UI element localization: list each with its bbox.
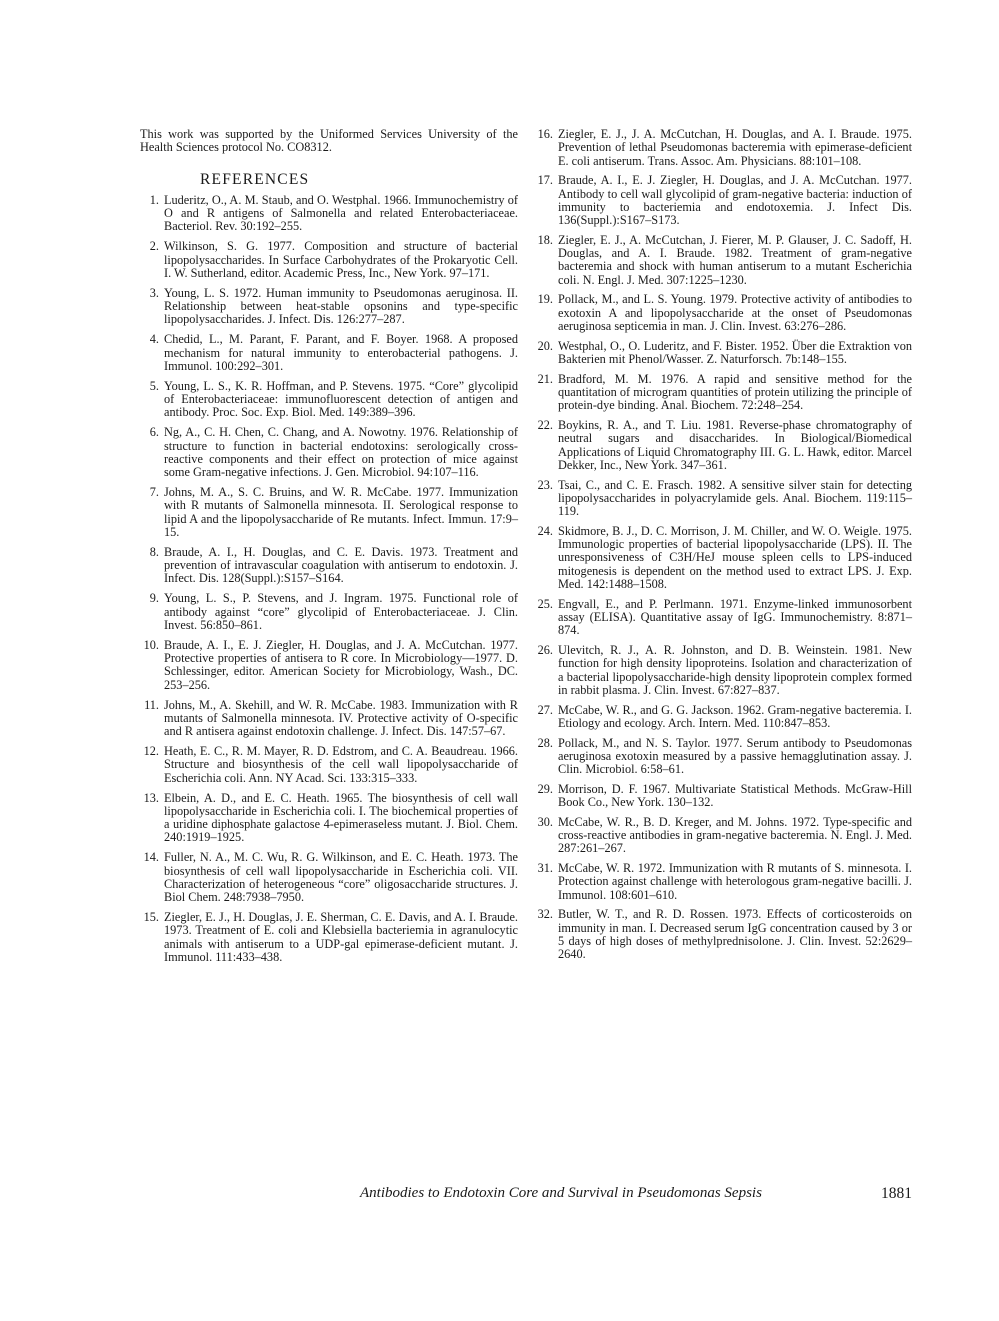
page-number: 1881: [881, 1185, 912, 1202]
reference-number: 27.: [537, 702, 553, 717]
reference-number: 17.: [537, 173, 553, 188]
reference-item: [534, 783, 912, 810]
page-footer: [360, 1185, 920, 1202]
reference-number: 1.: [149, 192, 159, 207]
reference-number: 15.: [143, 910, 159, 925]
running-title: Antibodies to Endotoxin Core and Survival in Pseudomonas Sepsis: [360, 1185, 762, 1201]
reference-text: Fuller, N. A., M. C. Wu, R. G. Wilkinson, and E. C. Heath. 1973. The biosynthesis of cell wall lipopolysaccharide in Escherichia coli. VII. Characterization of heterogeneous “core” oligosaccharide structures. J. Biol Chem. 248:7938–7950.: [164, 850, 518, 905]
reference-text: Tsai, C., and C. E. Frasch. 1982. A sensitive silver stain for detecting lipopolysaccharides in polyacrylamide gels. Anal. Biochem. 119:115–119.: [558, 477, 912, 519]
reference-item: [534, 704, 912, 731]
reference-text: Johns, M. A., S. C. Bruins, and W. R. McCabe. 1977. Immunization with R mutants of Salmonella minnesota. II. Serological response to lipid A and the lipopolysaccharide of Re mutants. Infect. Immun. 17:9–15.: [164, 485, 518, 539]
reference-item: [534, 862, 912, 902]
left-column: [140, 128, 518, 971]
reference-item: [140, 333, 518, 373]
reference-item: [534, 479, 912, 519]
reference-list-right: [534, 128, 912, 962]
reference-number: 11.: [144, 697, 159, 712]
reference-item: [140, 851, 518, 904]
reference-number: 6.: [149, 425, 159, 440]
reference-item: [140, 380, 518, 420]
reference-number: 21.: [537, 371, 553, 386]
reference-text: Chedid, L., M. Parant, F. Parant, and F. Boyer. 1968. A proposed mechanism for natural immunity to enterobacterial pathogens. J. Immunol. 100:292–301.: [164, 332, 518, 373]
reference-number: 29.: [537, 781, 553, 796]
reference-text: Pollack, M., and L. S. Young. 1979. Protective activity of antibodies to exotoxin A and lipopolysaccharide at the onset of Pseudomonas aeruginosa septicemia in man. J. Clin. Invest. 63:276–286.: [558, 292, 912, 334]
acknowledgment: This work was supported by the Uniformed Services University of the Health Sciences protocol No. CO8312.: [140, 127, 518, 155]
reference-text: McCabe, W. R. 1972. Immunization with R mutants of S. minnesota. I. Protection against challenge with heterologous gram-negative bacilli. J. Immunol. 108:601–610.: [558, 861, 912, 902]
reference-number: 32.: [537, 907, 553, 922]
reference-number: 10.: [143, 637, 159, 652]
reference-item: [534, 340, 912, 367]
reference-number: 4.: [149, 332, 159, 347]
reference-item: [140, 546, 518, 586]
reference-text: Ziegler, E. J., A. McCutchan, J. Fierer, M. P. Glauser, J. C. Sadoff, H. Douglas, and A. I. Braude. 1982. Treatment of gram-negative bacteremia and shock with human antiserum to a mutant Escherichia coli. N. Engl. J. Med. 307:1225–1230.: [558, 232, 912, 287]
reference-number: 23.: [537, 477, 553, 492]
reference-item: [534, 293, 912, 333]
reference-text: Bradford, M. M. 1976. A rapid and sensitive method for the quantitation of microgram quantities of protein utilizing the principle of protein-dye binding. Anal. Biochem. 72:248–254.: [558, 371, 912, 413]
reference-item: [140, 639, 518, 692]
reference-text: Luderitz, O., A. M. Staub, and O. Westphal. 1966. Immunochemistry of O and R antigens of Salmonella and related Enterobacteriaceae. Bacteriol. Rev. 30:192–255.: [164, 192, 518, 234]
reference-number: 24.: [537, 523, 553, 538]
reference-number: 12.: [143, 744, 159, 759]
reference-text: Johns, M., A. Skehill, and W. R. McCabe. 1983. Immunization with R mutants of Salmonella minnesota. IV. Protective activity of O-specific and R antisera against endotoxin challenge. J. Infect. Dis. 147:57–67.: [164, 697, 518, 739]
reference-number: 2.: [149, 239, 159, 254]
reference-text: Ulevitch, R. J., A. R. Johnston, and D. B. Weinstein. 1981. New function for high density lipoproteins. Isolation and characterization of a bacterial lipopolysaccharide-high density lipoprotein complex formed in rabbit plasma. J. Clin. Invest. 67:827–837.: [558, 643, 912, 697]
reference-text: Engvall, E., and P. Perlmann. 1971. Enzyme-linked immunosorbent assay (ELISA). Quantitative assay of IgG. Immunochemistry. 8:871–874.: [558, 596, 912, 638]
reference-text: Heath, E. C., R. M. Mayer, R. D. Edstrom, and C. A. Beaudreau. 1966. Structure and biosynthesis of the cell wall lipopolysaccharide of Escherichia coli. Ann. NY Acad. Sci. 133:315–333.: [164, 744, 518, 785]
reference-number: 9.: [149, 591, 159, 606]
reference-number: 30.: [537, 814, 553, 829]
reference-number: 20.: [537, 338, 553, 353]
reference-text: Westphal, O., O. Luderitz, and F. Bister. 1952. Über die Extraktion von Bakterien mit Phenol/Wasser. Z. Naturforsch. 7b:148–155.: [558, 338, 912, 367]
reference-item: [140, 792, 518, 845]
reference-text: Braude, A. I., E. J. Ziegler, H. Douglas, and J. A. McCutchan. 1977. Protective properties of antisera to R core. In Microbiology—1977. D. Schlessinger, editor. American Society for Microbiology, Wash., DC. 253–256.: [164, 637, 518, 692]
right-column: [534, 128, 912, 968]
reference-item: [140, 699, 518, 739]
reference-item: [534, 128, 912, 168]
reference-item: [140, 911, 518, 964]
reference-item: [534, 598, 912, 638]
reference-number: 18.: [537, 232, 553, 247]
reference-number: 5.: [149, 378, 159, 393]
reference-number: 25.: [537, 596, 553, 611]
reference-number: 31.: [537, 861, 553, 876]
reference-item: [534, 373, 912, 413]
reference-item: [534, 419, 912, 472]
reference-text: Pollack, M., and N. S. Taylor. 1977. Serum antibody to Pseudomonas aeruginosa exotoxin measured by a passive hemagglutination assay. J. Clin. Microbiol. 6:58–61.: [558, 735, 912, 777]
reference-number: 28.: [537, 735, 553, 750]
reference-item: [534, 737, 912, 777]
reference-text: Young, L. S., K. R. Hoffman, and P. Stevens. 1975. “Core” glycolipid of Enterobacteriaceae: immunofluorescent detection of antigen and antibody. Proc. Soc. Exp. Biol. Med. 149:389–396.: [164, 378, 518, 420]
reference-item: [140, 426, 518, 479]
reference-item: [140, 592, 518, 632]
reference-text: Ng, A., C. H. Chen, C. Chang, and A. Nowotny. 1976. Relationship of structure to function in bacterial endotoxins: serologically cross-reactive components and their effect on protection of mice against some Gram-negative infections. J. Gen. Microbiol. 94:107–116.: [164, 425, 518, 480]
reference-text: Young, L. S. 1972. Human immunity to Pseudomonas aeruginosa. II. Relationship between heat-stable opsonins and type-specific lipopolysaccharides. J. Infect. Dis. 126:277–287.: [164, 285, 518, 327]
reference-text: Elbein, A. D., and E. C. Heath. 1965. The biosynthesis of cell wall lipopolysaccharide in Escherichia coli. I. The biochemical properties of a uridine diphosphate galactose 4-epimeraseless mutant. J. Biol. Chem. 240:1919–1925.: [164, 790, 518, 845]
reference-number: 14.: [143, 850, 159, 865]
references-heading: REFERENCES: [200, 170, 310, 188]
reference-text: Young, L. S., P. Stevens, and J. Ingram. 1975. Functional role of antibody against “core” glycolipid of Enterobacteriaceae. J. Clin. Invest. 56:850–861.: [164, 591, 518, 632]
reference-number: 13.: [143, 790, 159, 805]
reference-text: Morrison, D. F. 1967. Multivariate Statistical Methods. McGraw-Hill Book Co., New York. 130–132.: [558, 781, 912, 810]
reference-text: Skidmore, B. J., D. C. Morrison, J. M. Chiller, and W. O. Weigle. 1975. Immunologic properties of bacterial lipopolysaccharide (LPS). II. The unresponsiveness of C3H/HeJ mouse spleen cells to LPS-induced mitogenesis is dependent on the method used to extract LPS. J. Exp. Med. 142:1488–1508.: [558, 523, 912, 592]
reference-item: [140, 745, 518, 785]
reference-number: 26.: [537, 643, 553, 657]
reference-text: Ziegler, E. J., J. A. McCutchan, H. Douglas, and A. I. Braude. 1975. Prevention of lethal Pseudomonas bacteremia with epimerase-deficient E. coli antiserum. Trans. Assoc. Am. Physicians. 88:101–108.: [558, 127, 912, 168]
reference-item: [534, 816, 912, 856]
reference-item: [140, 486, 518, 539]
reference-item: [534, 525, 912, 591]
reference-item: [534, 234, 912, 287]
reference-text: Braude, A. I., E. J. Ziegler, H. Douglas, and J. A. McCutchan. 1977. Antibody to cell wall glycolipid of gram-negative bacteria: induction of immunity to bacteriemia and endotoxemia. J. Infect Dis. 136(Suppl.):S167–S173.: [558, 173, 912, 228]
reference-number: 19.: [537, 292, 553, 307]
reference-number: 3.: [149, 285, 159, 300]
reference-text: Boykins, R. A., and T. Liu. 1981. Reverse-phase chromatography of neutral sugars and disaccharides. In Biological/Biomedical Applications of Liquid Chromatography III. G. L. Hawk, editor. Marcel Dekker, Inc., New York. 347–361.: [558, 417, 912, 472]
reference-number: 7.: [149, 485, 159, 500]
reference-text: Braude, A. I., H. Douglas, and C. E. Davis. 1973. Treatment and prevention of intravascular coagulation with antiserum to endotoxin. J. Infect. Dis. 128(Suppl.):S157–S164.: [164, 544, 518, 586]
reference-text: Ziegler, E. J., H. Douglas, J. E. Sherman, C. E. Davis, and A. I. Braude. 1973. Treatment of E. coli and Klebsiella bacteriemia in agranulocytic animals with antiserum to a UDP-gal epimerase-deficient mutant. J. Immunol. 111:433–438.: [164, 910, 518, 965]
reference-number: 16.: [537, 127, 553, 141]
reference-number: 22.: [537, 417, 553, 432]
reference-item: [140, 240, 518, 280]
reference-text: Butler, W. T., and R. D. Rossen. 1973. Effects of corticosteroids on immunity in man. I. Decreased serum IgG concentration caused by 3 or 5 days of high doses of methylprednisolone. J. Clin. Invest. 52:2629–2640.: [558, 907, 912, 962]
reference-number: 8.: [149, 544, 159, 559]
reference-item: [140, 287, 518, 327]
reference-item: [534, 644, 912, 697]
reference-text: Wilkinson, S. G. 1977. Composition and structure of bacterial lipopolysaccharides. In Surface Carbohydrates of the Prokaryotic Cell. I. W. Sutherland, editor. Academic Press, Inc., New York. 97–171.: [164, 239, 518, 280]
reference-list-left: [140, 194, 518, 964]
reference-text: McCabe, W. R., and G. G. Jackson. 1962. Gram-negative bacteremia. I. Etiology and ecology. Arch. Intern. Med. 110:847–853.: [558, 702, 912, 730]
reference-item: [140, 194, 518, 234]
reference-text: McCabe, W. R., B. D. Kreger, and M. Johns. 1972. Type-specific and cross-reactive antibodies in gram-negative bacteremia. N. Engl. J. Med. 287:261–267.: [558, 814, 912, 856]
reference-item: [534, 908, 912, 961]
reference-item: [534, 174, 912, 227]
